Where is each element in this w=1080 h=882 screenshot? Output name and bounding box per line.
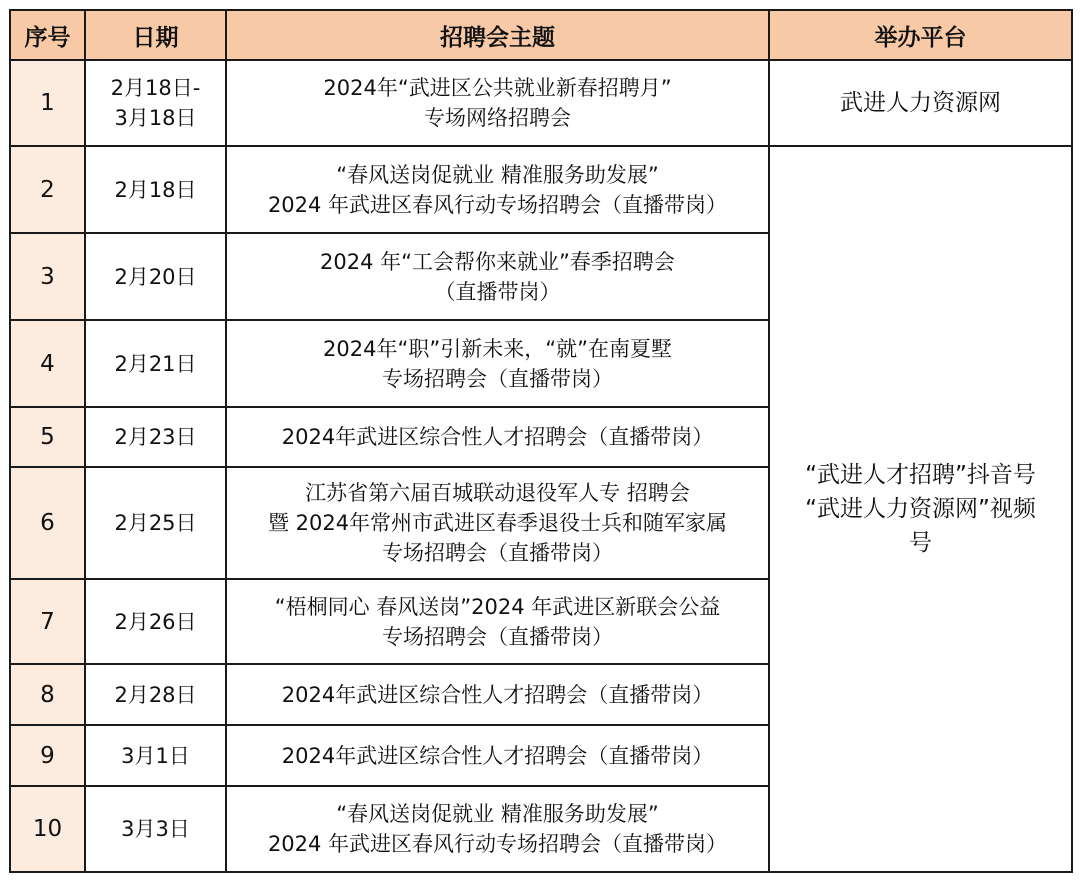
platform-line: 号 — [909, 530, 932, 556]
row-index: 5 — [10, 407, 85, 467]
theme-line: 2024年武进区综合性人才招聘会（直播带岗） — [281, 682, 714, 707]
row-index: 7 — [10, 579, 85, 664]
theme-line: 2024 年“工会帮你来就业”春季招聘会 — [320, 249, 675, 274]
platform-line: “武进人力资源网”视频 — [805, 496, 1036, 522]
row-date — [85, 664, 226, 725]
row-theme — [226, 786, 769, 872]
row-index: 2 — [10, 146, 85, 233]
row-theme — [226, 146, 769, 233]
theme-line: 2024 年武进区春风行动专场招聘会（直播带岗） — [267, 192, 728, 217]
row-date — [85, 467, 226, 579]
row-date — [85, 146, 226, 233]
theme-line: 专场招聘会（直播带岗） — [382, 366, 613, 391]
row-theme — [226, 60, 769, 146]
theme-line: 2024年武进区综合性人才招聘会（直播带岗） — [281, 743, 714, 768]
theme-line: 暨 2024年常州市武进区春季退役士兵和随军家属 — [267, 511, 728, 535]
table-row — [10, 60, 1072, 146]
date-line: 2月26日 — [114, 609, 197, 634]
theme-line: “梧桐同心 春风送岗”2024 年武进区新联会公益 — [274, 594, 721, 619]
header-theme: 招聘会主题 — [226, 10, 769, 60]
row-theme — [226, 725, 769, 786]
date-line: 3月18日 — [114, 106, 197, 130]
row-date — [85, 233, 226, 320]
row-theme — [226, 467, 769, 579]
date-line: 2月23日 — [114, 425, 197, 449]
row-date — [85, 579, 226, 664]
theme-line: 2024 年武进区春风行动专场招聘会（直播带岗） — [267, 832, 728, 856]
date-line: 3月1日 — [121, 743, 190, 768]
row-date — [85, 320, 226, 407]
platform-cell — [769, 60, 1072, 146]
theme-line: 专场招聘会（直播带岗） — [382, 624, 613, 649]
date-line: 2月18日 — [114, 177, 197, 202]
row-theme — [226, 407, 769, 467]
row-date — [85, 725, 226, 786]
date-line: 2月28日 — [114, 682, 197, 707]
theme-line: 2024年“职”引新未来，“就”在南夏墅 — [323, 336, 672, 361]
theme-line: “春风送岗促就业 精准服务助发展” — [336, 162, 659, 187]
date-line: 2月20日 — [114, 264, 197, 289]
table-header-row — [10, 10, 1072, 60]
row-index: 9 — [10, 725, 85, 786]
job-fair-table — [9, 9, 1073, 873]
row-index: 6 — [10, 467, 85, 579]
row-date — [85, 407, 226, 467]
platform-line: 武进人力资源网 — [840, 90, 1001, 116]
row-theme — [226, 579, 769, 664]
table-row — [10, 146, 1072, 233]
row-date — [85, 786, 226, 872]
theme-line: （直播带岗） — [434, 279, 561, 304]
date-line: 2月25日 — [114, 511, 197, 535]
date-line: 3月3日 — [121, 817, 190, 841]
date-line: 2月21日 — [114, 351, 197, 376]
row-theme — [226, 233, 769, 320]
row-index: 3 — [10, 233, 85, 320]
header-index: 序号 — [10, 10, 85, 60]
theme-line: 2024年“武进区公共就业新春招聘月” — [323, 76, 672, 100]
row-index: 4 — [10, 320, 85, 407]
theme-line: 江苏省第六届百城联动退役军人专 招聘会 — [305, 481, 690, 505]
platform-cell-merged — [769, 146, 1072, 872]
theme-line: “春风送岗促就业 精准服务助发展” — [336, 802, 659, 826]
row-theme — [226, 664, 769, 725]
row-theme — [226, 320, 769, 407]
theme-line: 专场招聘会（直播带岗） — [382, 541, 613, 565]
row-index: 1 — [10, 60, 85, 146]
theme-line: 专场网络招聘会 — [424, 106, 571, 130]
header-date: 日期 — [85, 10, 226, 60]
theme-line: 2024年武进区综合性人才招聘会（直播带岗） — [281, 425, 714, 449]
row-index: 8 — [10, 664, 85, 725]
row-date — [85, 60, 226, 146]
row-index: 10 — [10, 786, 85, 872]
header-platform: 举办平台 — [769, 10, 1072, 60]
date-line: 2月18日- — [110, 76, 201, 100]
platform-line: “武进人才招聘”抖音号 — [805, 462, 1036, 488]
